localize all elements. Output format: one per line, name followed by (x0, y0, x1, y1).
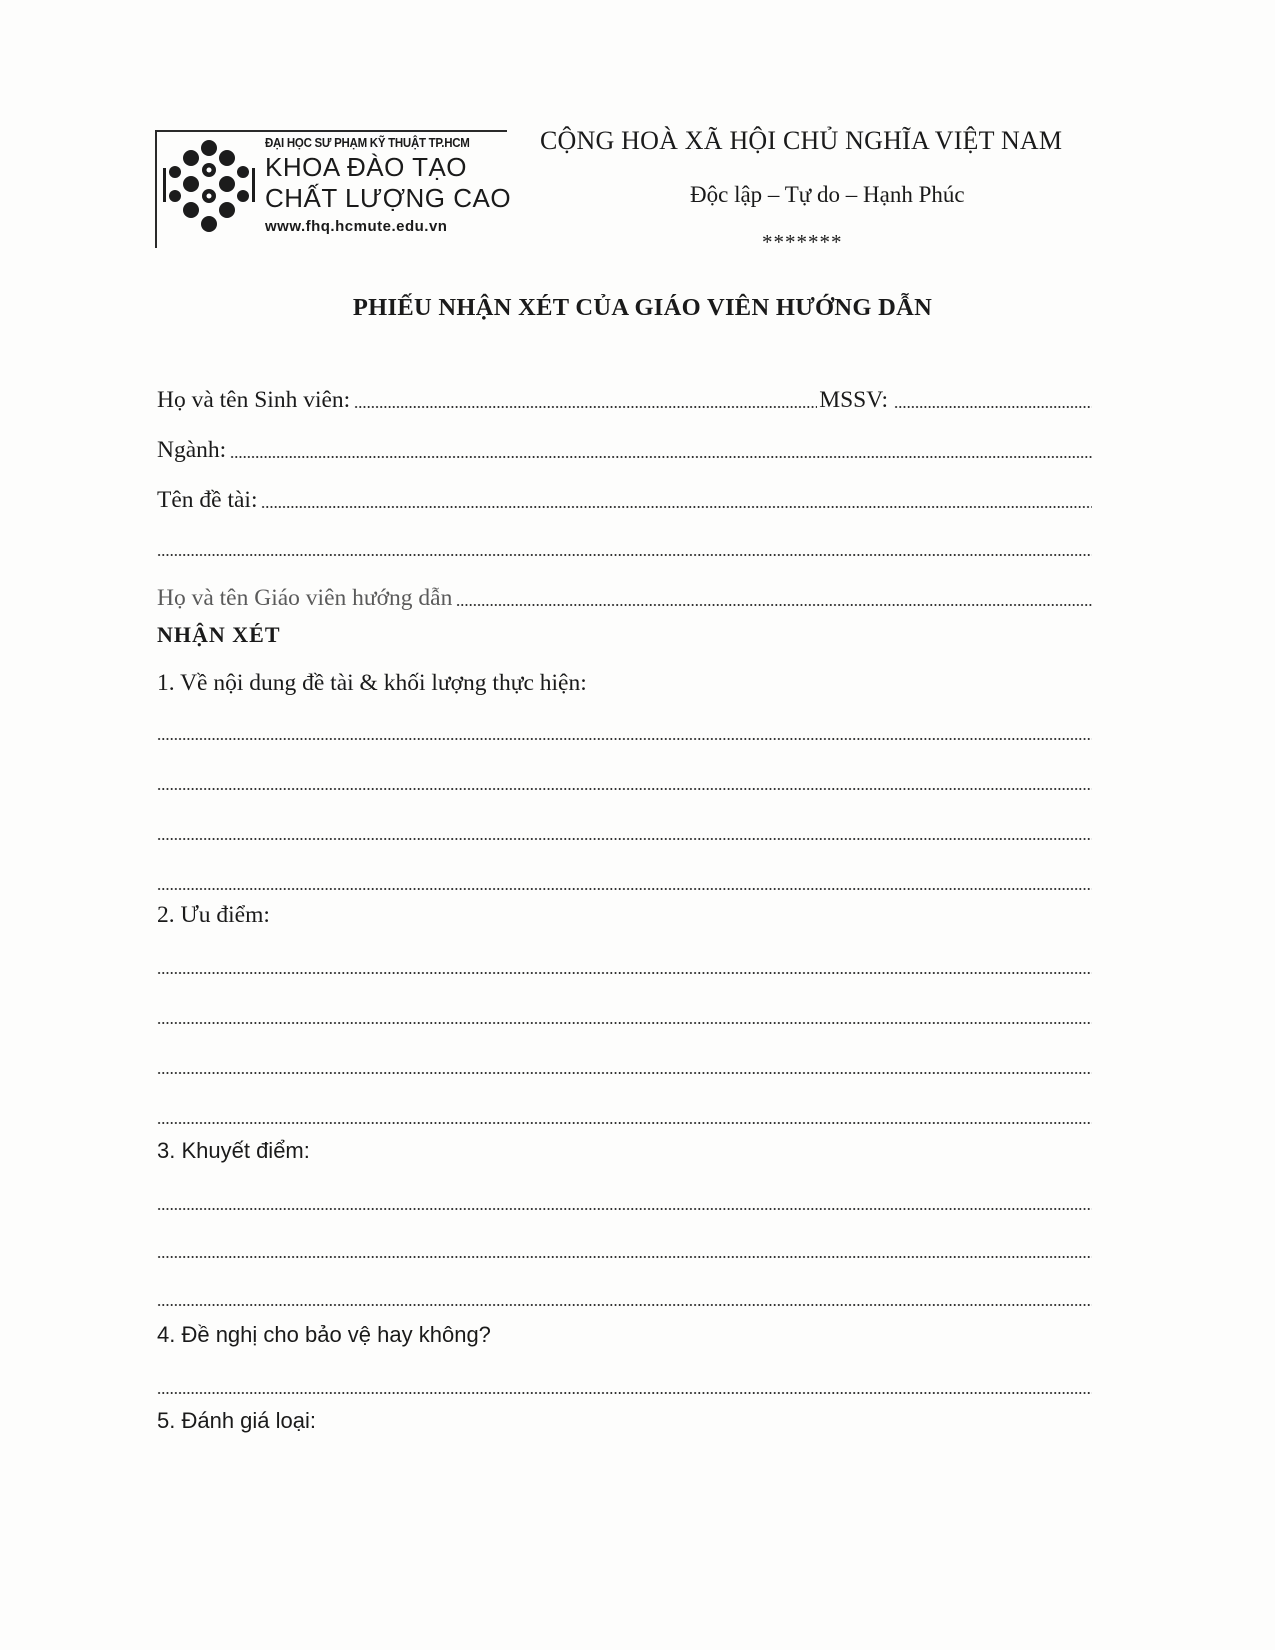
topic-row-continued (157, 526, 1092, 560)
advisor-row (157, 576, 1092, 610)
comment-item-2-line (157, 994, 1092, 1028)
comment-item-2-line (157, 1094, 1092, 1128)
topic-field-line2[interactable] (157, 553, 1092, 557)
topic-label: Tên đề tài: (157, 486, 258, 513)
logo-frame-left (155, 130, 157, 248)
student-name-field[interactable] (354, 405, 817, 409)
comment-item-3-field[interactable] (157, 1303, 1092, 1307)
comment-item-2-field[interactable] (157, 1071, 1092, 1075)
comment-item-2-line (157, 1044, 1092, 1078)
student-name-label: Họ và tên Sinh viên: (157, 386, 351, 413)
comment-item-3-line (157, 1276, 1092, 1310)
comment-item-1-field[interactable] (157, 887, 1092, 891)
advisor-field[interactable] (456, 603, 1092, 607)
advisor-label: Họ và tên Giáo viên hướng dẫn (157, 584, 453, 611)
comment-item-2-line (157, 944, 1092, 978)
nation-heading: CỘNG HOÀ XÃ HỘI CHỦ NGHĨA VIỆT NAM (540, 126, 1063, 155)
comment-item-3-label: 3. Khuyết điểm: (157, 1138, 310, 1163)
faculty-logo-block (155, 130, 515, 248)
comment-item-2-field[interactable] (157, 1021, 1092, 1025)
major-field[interactable] (230, 455, 1092, 459)
comment-item-1-line (157, 810, 1092, 844)
student-id-field[interactable] (894, 405, 1092, 409)
comment-item-4-label: 4. Đề nghị cho bảo vệ hay không? (157, 1322, 491, 1347)
comment-item-1-line (157, 860, 1092, 894)
logo-faculty-line1: KHOA ĐÀO TẠO (265, 152, 468, 182)
comment-item-1-line (157, 760, 1092, 794)
comment-item-4-line (157, 1364, 1092, 1398)
comment-item-1-field[interactable] (157, 737, 1092, 741)
comment-item-5-label: 5. Đánh giá loại: (157, 1408, 316, 1433)
national-motto: Độc lập – Tự do – Hạnh Phúc (690, 182, 965, 207)
comment-item-2-label: 2. Ưu điểm: (157, 902, 270, 928)
comment-item-1-field[interactable] (157, 837, 1092, 841)
comment-item-1-label: 1. Về nội dung đề tài & khối lượng thực hiện: (157, 670, 587, 696)
comment-item-3-line (157, 1228, 1092, 1262)
comment-item-4-field[interactable] (157, 1391, 1092, 1395)
comment-item-2-field[interactable] (157, 971, 1092, 975)
topic-row (157, 478, 1092, 512)
logo-faculty-line2: CHẤT LƯỢNG CAO (265, 183, 512, 213)
major-row (157, 428, 1092, 462)
separator-stars: ******* (762, 230, 843, 254)
logo-frame-top (155, 130, 507, 132)
document-title: PHIẾU NHẬN XÉT CỦA GIÁO VIÊN HƯỚNG DẪN (352, 294, 933, 321)
comment-item-3-field[interactable] (157, 1207, 1092, 1211)
logo-university-name: ĐẠI HỌC SƯ PHẠM KỸ THUẬT TP.HCM (265, 136, 470, 150)
faculty-logo-icon (161, 138, 257, 234)
comments-heading: NHẬN XÉT (157, 622, 281, 647)
comment-item-1-line (157, 710, 1092, 744)
comment-item-3-field[interactable] (157, 1255, 1092, 1259)
topic-field[interactable] (261, 505, 1092, 509)
logo-website: www.fhq.hcmute.edu.vn (265, 218, 448, 235)
comment-item-2-field[interactable] (157, 1121, 1092, 1125)
student-id-label: MSSV: (819, 386, 888, 413)
major-label: Ngành: (157, 436, 227, 463)
comment-item-3-line (157, 1180, 1092, 1214)
student-name-row (157, 378, 1092, 412)
comment-item-1-field[interactable] (157, 787, 1092, 791)
